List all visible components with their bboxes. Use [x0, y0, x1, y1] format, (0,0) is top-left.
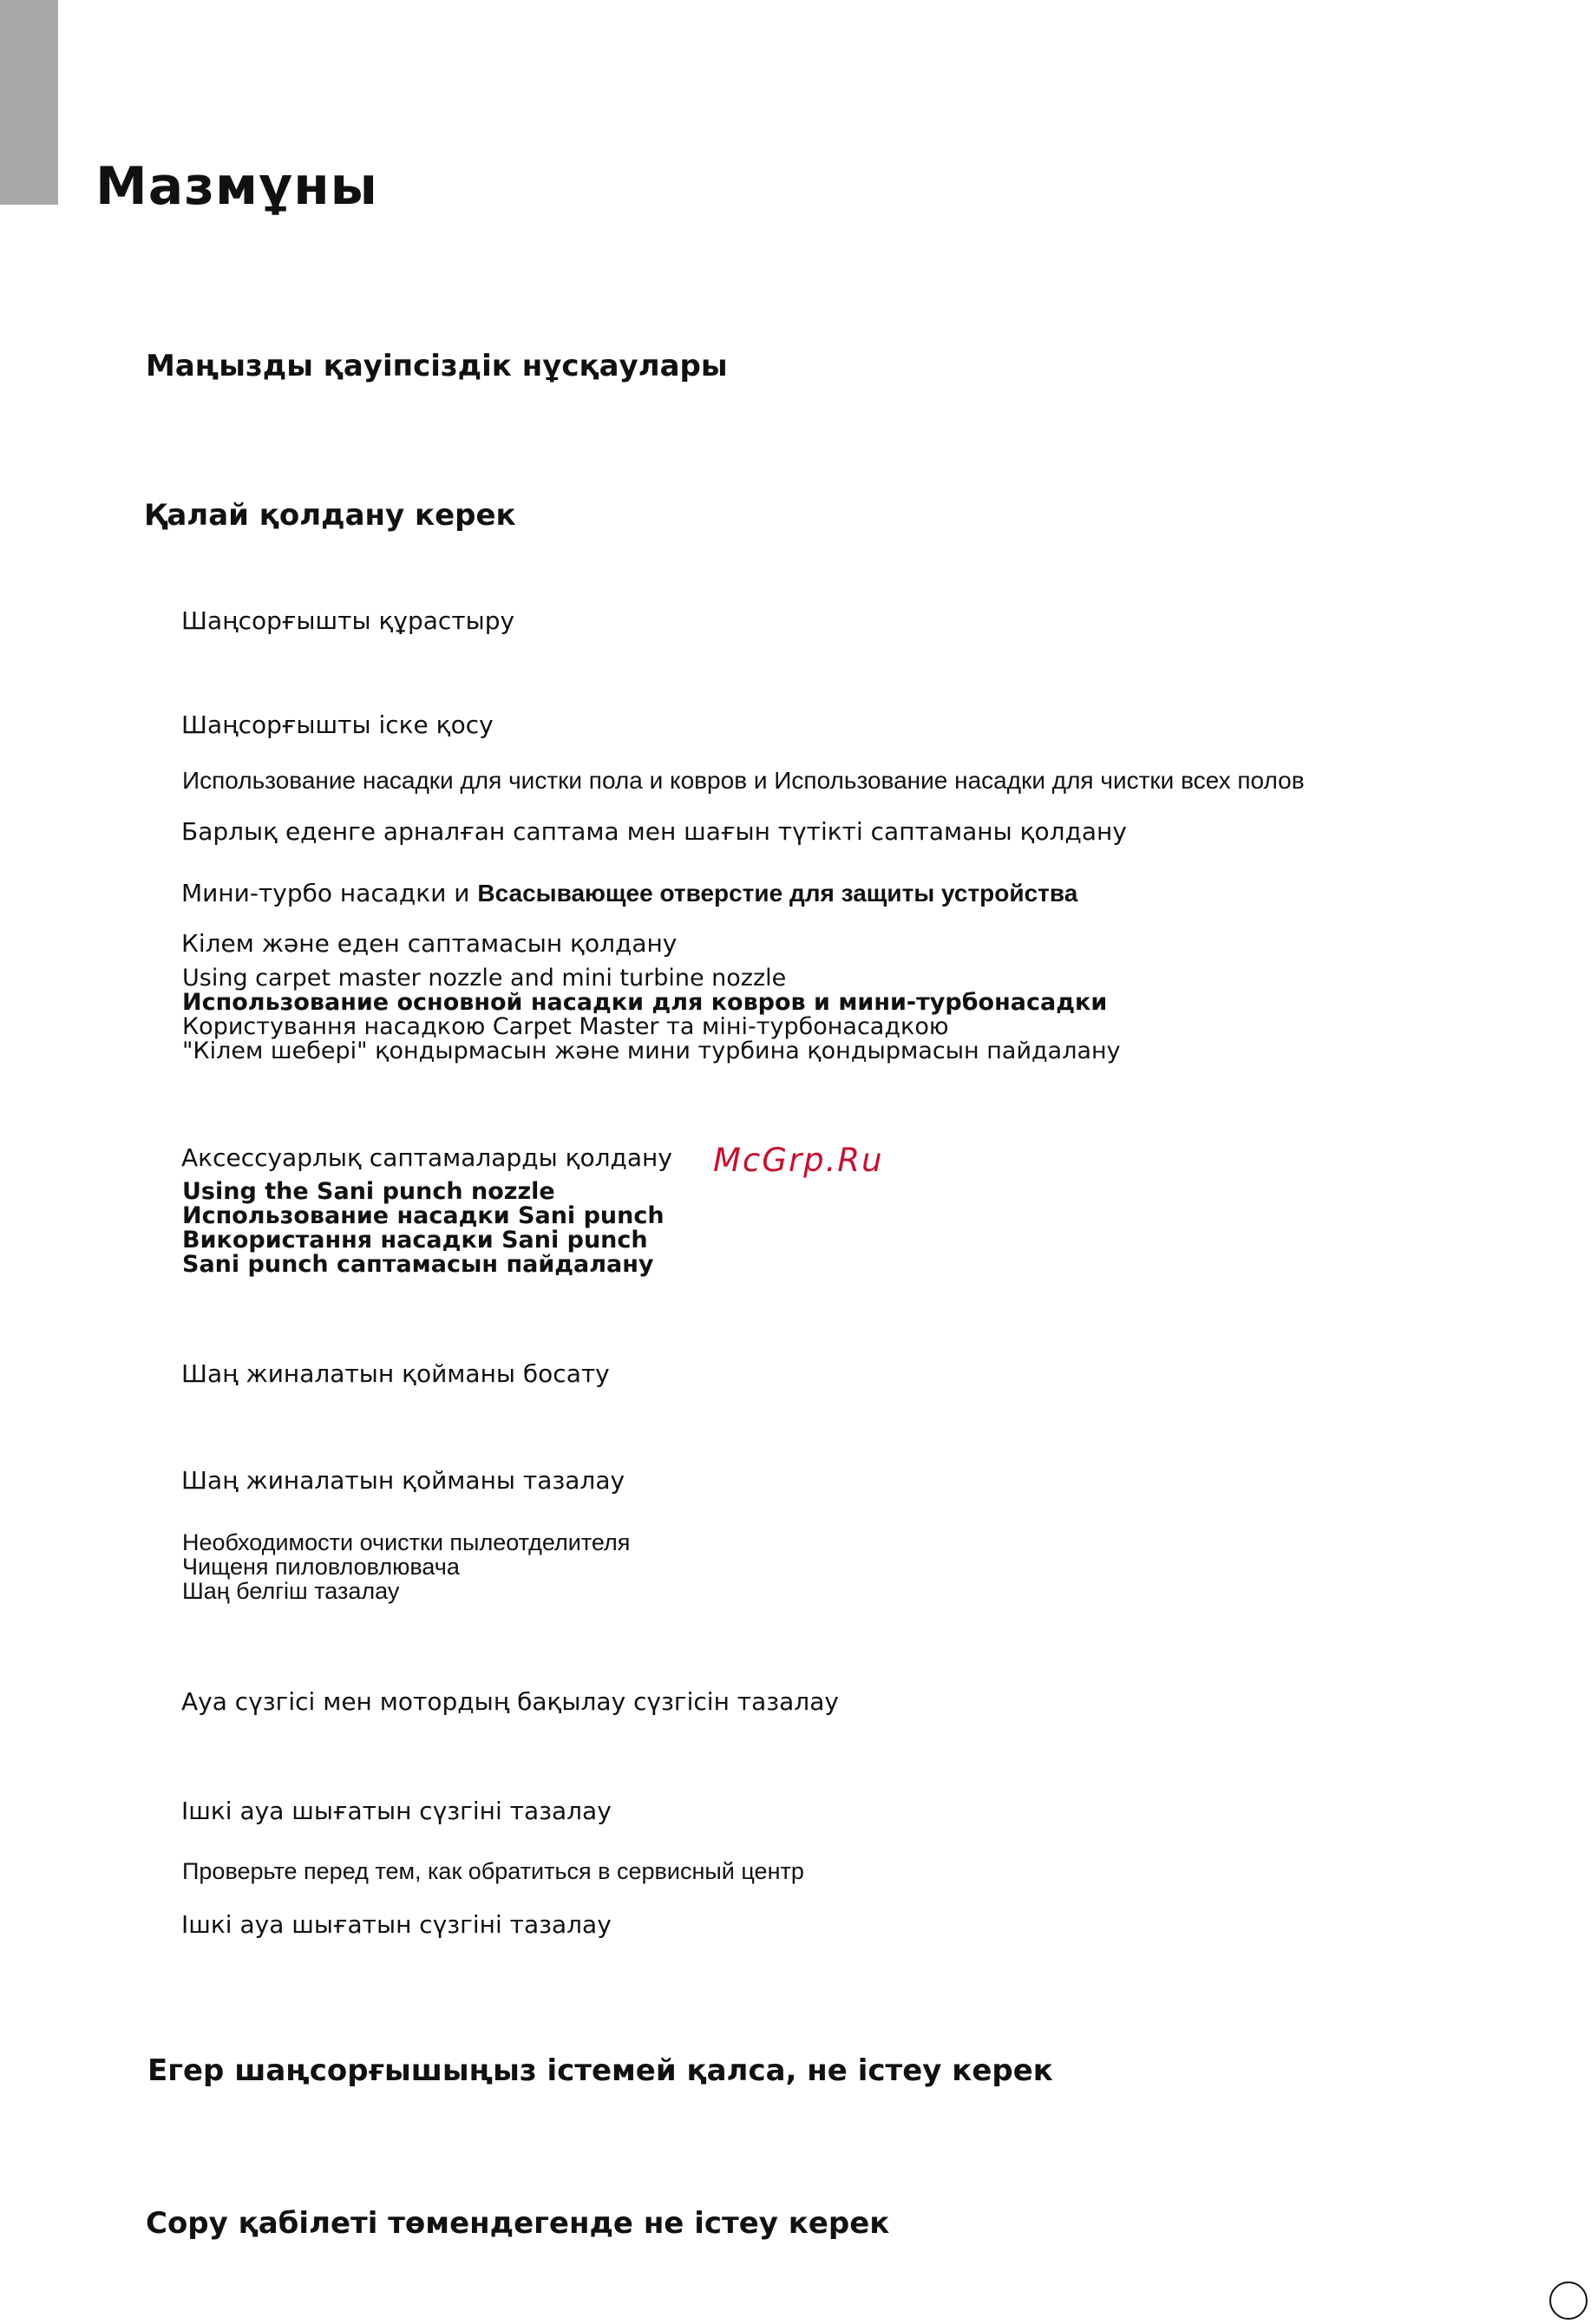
page-number-circle	[1549, 2281, 1588, 2320]
toc-item-clean-bin: Шаң жиналатын қойманы тазалау	[181, 1466, 625, 1495]
toc-item-accessory: Аксессуарлық саптамаларды қолдану	[181, 1143, 672, 1172]
toc-item-air-filter: Ауа сүзгісі мен мотордың бақылау сүзгісін тазалау	[181, 1687, 839, 1716]
toc-item-start: Шаңсорғышты іске қосу	[181, 710, 494, 739]
toc-item-service-check: Проверьте перед тем, как обратиться в сервисный центр	[182, 1858, 804, 1884]
toc-item-empty-bin: Шаң жиналатын қойманы босату	[181, 1359, 610, 1388]
section-safety: Маңызды қауіпсіздік нұсқаулары	[146, 349, 728, 383]
side-tab	[0, 0, 58, 205]
toc-item-exhaust-2: Ішкі ауа шығатын сүзгіні тазалау	[181, 1910, 612, 1939]
toc-item-exhaust-1: Ішкі ауа шығатын сүзгіні тазалау	[181, 1797, 612, 1825]
toc-item-separator: Необходимости очистки пылеотделителя Чищеня пиловловлювача Шаң белгіш тазалау	[182, 1529, 631, 1604]
toc-item-floor-ru: Использование насадки для чистки пола и ковров и Использование насадки для чистки всех полов	[182, 767, 1305, 794]
toc-item-carpet-master: Using carpet master nozzle and mini turbine nozzle Использование основной насадки для ковров и мини-турбонасадки Користування насадкою Carpet Master та міні-турбонасадкою "Кілем шебері" қондырмасын және мини турбина қондырмасын пайдалану	[182, 965, 1121, 1064]
toc-item-carpet-floor: Кілем және еден саптамасын қолдану	[181, 929, 678, 958]
section-not-working: Егер шаңсорғышыңыз істемей қалса, не істеу керек	[147, 2053, 1053, 2088]
page-title: Мазмұны	[95, 156, 378, 217]
section-low-suction: Сору қабілеті төмендегенде не істеу керек	[146, 2206, 890, 2241]
toc-item-mini-turbo: Мини-турбо насадки и Всасывающее отверстие для защиты устройства	[181, 879, 1078, 907]
toc-item-assemble: Шаңсорғышты құрастыру	[181, 606, 515, 635]
toc-item-sani-punch: Using the Sani punch nozzle Использование насадки Sani punch Використання насадки Sani punch Sani punch саптамасын пайдалану	[182, 1178, 665, 1278]
toc-item-all-floor: Барлық еденге арналған саптама мен шағын түтікті саптаманы қолдану	[181, 817, 1127, 846]
section-how-to-use: Қалай қолдану керек	[144, 498, 516, 533]
watermark: McGrp.Ru	[713, 1142, 884, 1179]
